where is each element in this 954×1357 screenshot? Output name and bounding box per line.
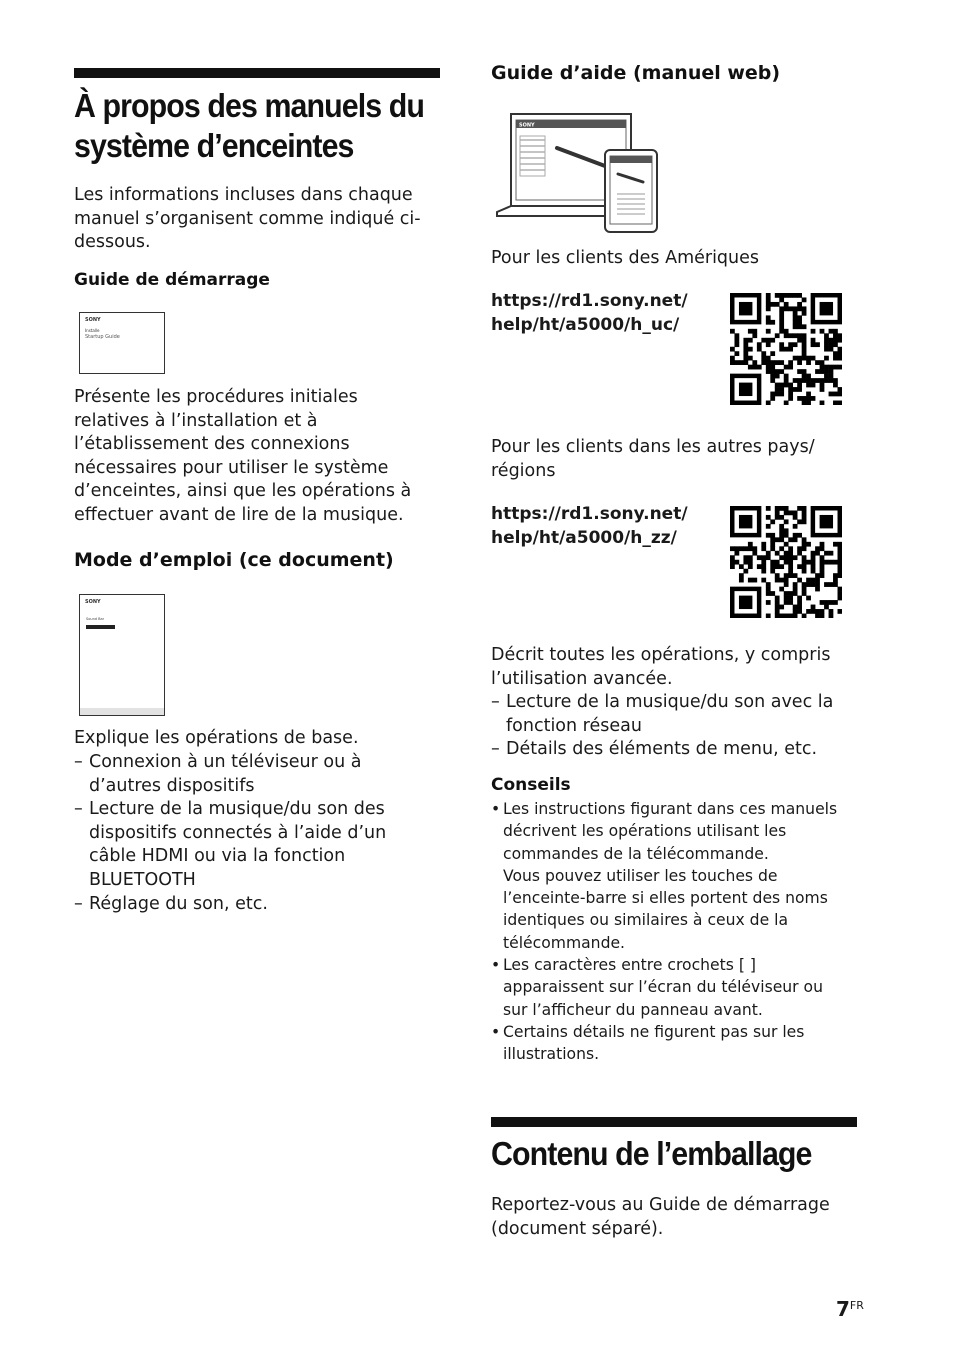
brand-logo: SONY [85,599,101,605]
other-countries-url-link[interactable]: https://rd1.sony.net/ help/ht/a5000/h_zz/ [491,504,688,548]
bullet-marker: • [491,800,501,818]
section-rule [491,1117,857,1127]
other-countries-label: Pour les clients dans les autres pays/ régions [491,437,815,481]
package-contents-title: Contenu de l’emballage [491,1135,812,1172]
title-line: système d’enceintes [74,127,354,164]
list-item: – Lecture de la musique/du son avec la fonction réseau [491,692,834,736]
list-item: – Connexion à un téléviseur ou à d’autres dispositifs [74,752,362,796]
dash-marker: – [74,894,83,914]
title-line: À propos des manuels du [74,87,424,124]
page-title [74,86,424,166]
startup-guide-description: Présente les procédures initiales relatives à l’installation et à l’établissement des connexions nécessaires pour utiliser le système d’enceintes, ainsi que les opérations à effectuer avant de lire de la musique. [74,387,412,525]
operating-instructions-description: Explique les opérations de base. [74,728,359,748]
operating-instructions-thumbnail [79,594,165,716]
help-guide-heading: Guide d’aide (manuel web) [491,62,781,84]
section-rule [74,68,440,78]
thumb-footer [80,708,164,715]
operating-instructions-heading: Mode d’emploi (ce document) [74,549,394,571]
dash-marker: – [74,752,83,772]
language-code: FR [849,1299,864,1312]
thumb-line: Startup Guide [85,334,120,340]
thumb-line: Installe [85,328,100,333]
list-item: – Réglage du son, etc. [74,893,268,917]
brand-logo: SONY [519,122,535,129]
startup-guide-thumbnail [79,312,165,374]
tip-item: • Certains détails ne figurent pas sur les illustrations. [491,1023,805,1064]
bullet-marker: • [491,956,501,974]
page-number: $7^{FR}$ [836,1297,864,1321]
americas-url-link[interactable]: https://rd1.sony.net/ help/ht/a5000/h_uc/ [491,291,688,335]
help-guide-description: Décrit toutes les opérations, y compris l’utilisation avancée. [491,645,831,689]
bullet-marker: • [491,1023,501,1041]
thumb-line: Sound Bar [86,617,105,621]
package-contents-description: Reportez-vous au Guide de démarrage (document séparé). [491,1195,830,1239]
qr-code-other-countries[interactable] [730,506,842,618]
list-item: – Détails des éléments de menu, etc. [491,738,817,762]
americas-label: Pour les clients des Amériques [491,248,760,268]
dash-marker: – [491,692,500,712]
dash-marker: – [491,739,500,759]
qr-code-americas[interactable] [730,293,842,405]
tip-item: • Les caractères entre crochets [ ] apparaissent sur l’écran du téléviseur ou sur l’afficheur du panneau avant. [491,956,823,1019]
laptop-tablet-illustration [493,108,663,236]
tips-heading: Conseils [491,775,571,795]
startup-guide-heading: Guide de démarrage [74,270,270,290]
thumb-bar [86,625,115,629]
brand-logo: SONY [85,317,101,323]
dash-marker: – [74,799,83,819]
intro-paragraph: Les informations incluses dans chaque manuel s’organisent comme indiqué ci- dessous. [74,185,421,253]
tip-item: • Les instructions figurant dans ces manuels décrivent les opérations utilisant les commandes de la télécommande. Vous pouvez utiliser les touches de l’enceinte-barre si elles portent des noms identiques ou similaires à ceux de la télécommande. [491,800,838,952]
list-item: – Lecture de la musique/du son des dispositifs connectés à l’aide d’un câble HDMI ou via la fonction BLUETOOTH [74,799,387,890]
